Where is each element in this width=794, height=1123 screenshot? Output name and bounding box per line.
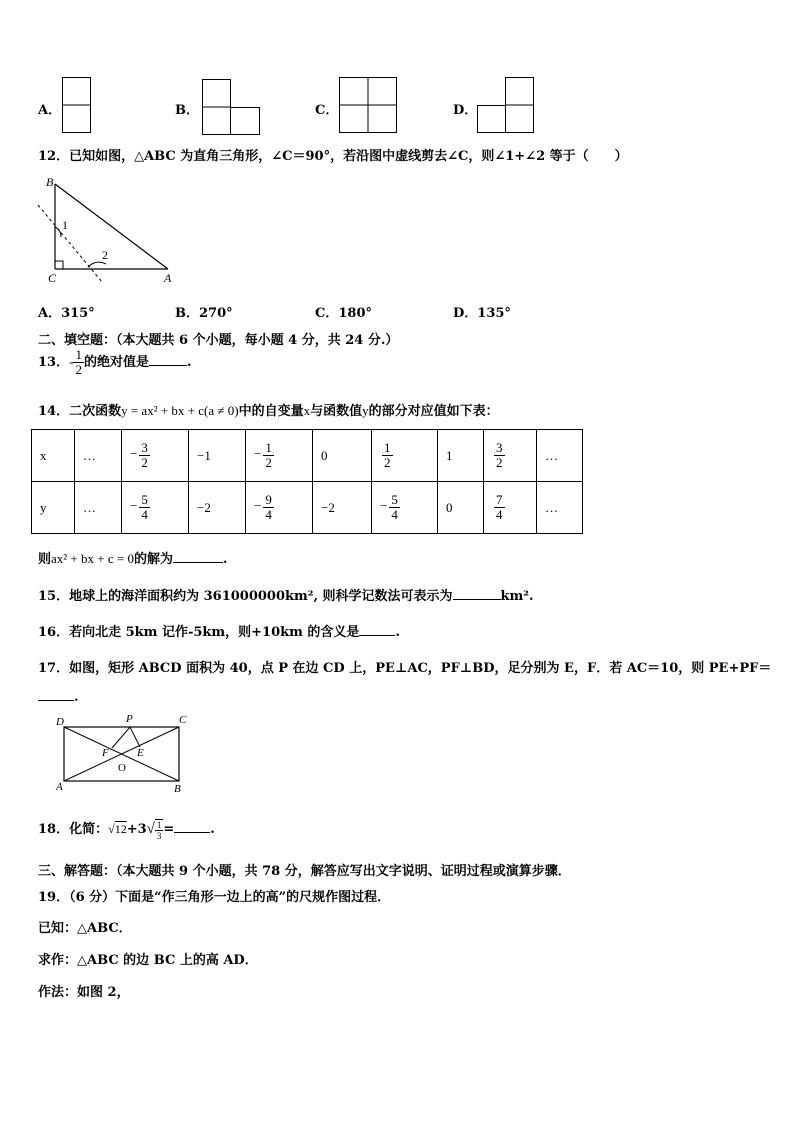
q11-option-b-figure — [202, 79, 262, 136]
label-f: F — [102, 747, 109, 759]
x-cell-1-denominator: 2 — [141, 455, 148, 470]
y-cell-1-denominator: 4 — [141, 507, 148, 522]
q16 — [38, 621, 400, 640]
y-cell-7-fraction — [494, 493, 505, 522]
segment-pe — [130, 727, 140, 747]
q11-option-c-label: C． — [315, 103, 339, 118]
q13-frac-numerator: 1 — [75, 347, 82, 362]
y-cell-7 — [484, 482, 537, 534]
angle-1-arc — [55, 227, 61, 237]
y-cell-0-text: … — [83, 499, 96, 515]
q13-end: . — [186, 355, 192, 370]
q14-after-suffix: 的解为 — [133, 552, 173, 567]
label-a: A — [56, 781, 63, 793]
table-head-y: y — [32, 482, 75, 534]
y-cell-5-sign: − — [380, 498, 388, 514]
x-cell-5-denominator: 2 — [384, 455, 391, 470]
q11-option-a-figure — [62, 77, 92, 134]
q16-end: . — [395, 625, 400, 640]
x-cell-8 — [537, 430, 583, 482]
q14-question — [38, 548, 228, 567]
q18 — [38, 818, 215, 841]
y-cell-3-sign: − — [254, 498, 262, 514]
label-d: D — [56, 716, 64, 728]
y-cell-3-numerator: 9 — [265, 492, 272, 507]
angle-2-arc — [88, 262, 106, 267]
side-ab — [55, 184, 168, 269]
q18-equals: = — [163, 822, 175, 837]
q14-mid: 中的自变量 — [238, 404, 304, 419]
section-3-heading: 三、解答题：（本大题共 9 个小题，共 78 分，解答应写出文字说明、证明过程或演算步骤． — [38, 864, 571, 879]
q12-option-a: A．315° — [38, 306, 95, 321]
q14-mid2: 与函数值 — [310, 404, 363, 419]
y-cell-3-fraction — [263, 493, 274, 522]
q14-y: y — [362, 403, 369, 418]
y-cell-6-text: 0 — [446, 499, 453, 515]
y-cell-5-fraction — [389, 493, 400, 522]
x-cell-1-sign: − — [130, 446, 138, 462]
q13-answer-blank[interactable] — [149, 353, 187, 366]
x-cell-7-fraction — [494, 441, 505, 470]
y-cell-3-denominator: 4 — [265, 507, 272, 522]
y-cell-4-text: −2 — [321, 499, 335, 515]
q12-stem: 12．已知如图，△ABC 为直角三角形，∠C＝90°，若沿图中虚线剪去∠C，则∠1+∠2 等于（ ） — [38, 149, 628, 164]
x-cell-1-fraction — [139, 441, 150, 470]
x-cell-0 — [75, 430, 122, 482]
q14-stem — [38, 400, 499, 419]
q15 — [38, 585, 534, 604]
q11-option-b-label: B． — [175, 103, 199, 118]
x-cell-3 — [246, 430, 313, 482]
x-cell-4-text: 0 — [321, 447, 328, 463]
x-cell-2-text: −1 — [197, 447, 211, 463]
q19-task: 求作：△ABC 的边 BC 上的高 AD． — [38, 953, 258, 968]
label-c: C — [48, 271, 57, 285]
q14-after-prefix: 则 — [38, 552, 52, 567]
q13-number: 13． — [38, 355, 70, 370]
x-cell-5-fraction — [382, 441, 393, 470]
q11-option-a-label: A． — [38, 103, 62, 118]
x-cell-1-numerator: 3 — [141, 440, 148, 455]
q12-option-c: C．180° — [315, 306, 372, 321]
q13-fraction — [73, 348, 84, 377]
q18-sqrt-12: √12 — [108, 822, 127, 836]
q18-frac-numerator: 1 — [156, 819, 162, 830]
q14-suffix: 的部分对应值如下表： — [368, 404, 499, 419]
y-cell-3 — [246, 482, 313, 534]
x-cell-7-numerator: 3 — [496, 440, 503, 455]
q15-unit: km². — [500, 589, 534, 604]
q13 — [38, 348, 191, 377]
q17-answer-blank[interactable] — [38, 688, 74, 701]
label-c: C — [179, 714, 187, 726]
y-cell-6 — [438, 482, 484, 534]
y-cell-2-text: −2 — [197, 499, 211, 515]
q14-prefix: 14．二次函数 — [38, 404, 122, 419]
q14-value-table — [31, 429, 583, 534]
q18-end: . — [210, 822, 215, 837]
x-cell-4 — [313, 430, 372, 482]
y-cell-7-denominator: 4 — [496, 507, 503, 522]
label-o: O — [118, 762, 126, 774]
x-cell-6 — [438, 430, 484, 482]
q11-option-c-figure — [339, 77, 399, 134]
x-cell-7-denominator: 2 — [496, 455, 503, 470]
y-cell-0 — [75, 482, 122, 534]
y-cell-7-numerator: 7 — [496, 492, 503, 507]
label-b: B — [46, 175, 54, 189]
label-b: B — [174, 783, 181, 795]
q16-answer-blank[interactable] — [359, 623, 395, 636]
q15-answer-blank[interactable] — [453, 587, 501, 600]
q11-option-d-label: D． — [453, 103, 478, 118]
label-angle-1: 1 — [62, 218, 68, 232]
q18-sqrt-sign: √ — [146, 821, 155, 837]
q13-minus: - — [69, 354, 74, 369]
x-cell-0-text: … — [83, 447, 96, 463]
x-cell-3-denominator: 2 — [265, 455, 272, 470]
label-e: E — [137, 747, 144, 759]
q17-end: . — [74, 690, 79, 705]
x-cell-5 — [372, 430, 438, 482]
q17-answer-line — [38, 688, 79, 705]
x-cell-3-sign: − — [254, 446, 262, 462]
y-cell-8-text: … — [545, 499, 558, 515]
table-row-x — [32, 430, 583, 482]
q12-option-b: B．270° — [175, 306, 233, 321]
q14-end: . — [222, 552, 228, 567]
y-cell-1-sign: − — [130, 498, 138, 514]
y-cell-8 — [537, 482, 583, 534]
q19-known: 已知：△ABC． — [38, 921, 132, 936]
label-a: A — [164, 271, 172, 285]
table-row-y — [32, 482, 583, 534]
x-cell-6-text: 1 — [446, 447, 453, 463]
y-cell-5-denominator: 4 — [391, 507, 398, 522]
q15-text: 15．地球上的海洋面积约为 361000000km², 则科学记数法可表示为 — [38, 589, 453, 604]
q13-frac-denominator: 2 — [75, 362, 82, 377]
x-cell-3-numerator: 1 — [265, 440, 272, 455]
y-cell-1-fraction — [139, 493, 150, 522]
x-cell-3-fraction — [263, 441, 274, 470]
q18-answer-blank[interactable] — [174, 820, 210, 833]
q18-radicand-12: 12 — [114, 822, 127, 836]
q18-plus: +3 — [126, 822, 147, 837]
y-cell-1 — [122, 482, 189, 534]
q16-text: 16．若向北走 5km 记作-5km，则+10km 的含义是 — [38, 625, 360, 640]
table-head-x: x — [32, 430, 75, 482]
label-angle-2: 2 — [102, 248, 108, 262]
x-cell-2 — [189, 430, 246, 482]
q13-text: 的绝对值是 — [83, 355, 149, 370]
q14-x: x — [303, 403, 311, 418]
q14-answer-blank[interactable] — [173, 550, 223, 563]
q12-triangle-figure — [30, 172, 180, 287]
x-cell-5-numerator: 1 — [384, 440, 391, 455]
q14-equation: ax² + bx + c = 0 — [51, 551, 134, 566]
right-angle-mark — [55, 261, 63, 269]
q18-frac-denominator: 3 — [156, 830, 162, 841]
y-cell-1-numerator: 5 — [141, 492, 148, 507]
y-cell-2 — [189, 482, 246, 534]
q14-function: y = ax² + bx + c(a ≠ 0) — [121, 403, 239, 418]
q19-method: 作法：如图 2， — [38, 985, 130, 1000]
q12-option-d: D．135° — [453, 306, 511, 321]
y-cell-5 — [372, 482, 438, 534]
y-cell-5-numerator: 5 — [391, 492, 398, 507]
q18-prefix: 18．化简： — [38, 822, 109, 837]
q11-option-d-figure — [477, 77, 537, 134]
label-p: P — [126, 713, 133, 725]
x-cell-8-text: … — [545, 447, 558, 463]
section-2-heading: 二、填空题：（本大题共 6 个小题，每小题 4 分，共 24 分.） — [38, 333, 399, 348]
y-cell-4 — [313, 482, 372, 534]
segment-pf — [112, 727, 130, 748]
q17-rectangle-figure — [50, 710, 200, 795]
q17-text: 17．如图，矩形 ABCD 面积为 40，点 P 在边 CD 上，PE⊥AC，PF⊥BD，足分别为 E，F．若 AC＝10，则 PE+PF＝ — [38, 661, 772, 676]
x-cell-1 — [122, 430, 189, 482]
q19-title: 19．（6 分）下面是“作三角形一边上的高”的尺规作图过程． — [38, 890, 391, 905]
x-cell-7 — [484, 430, 537, 482]
